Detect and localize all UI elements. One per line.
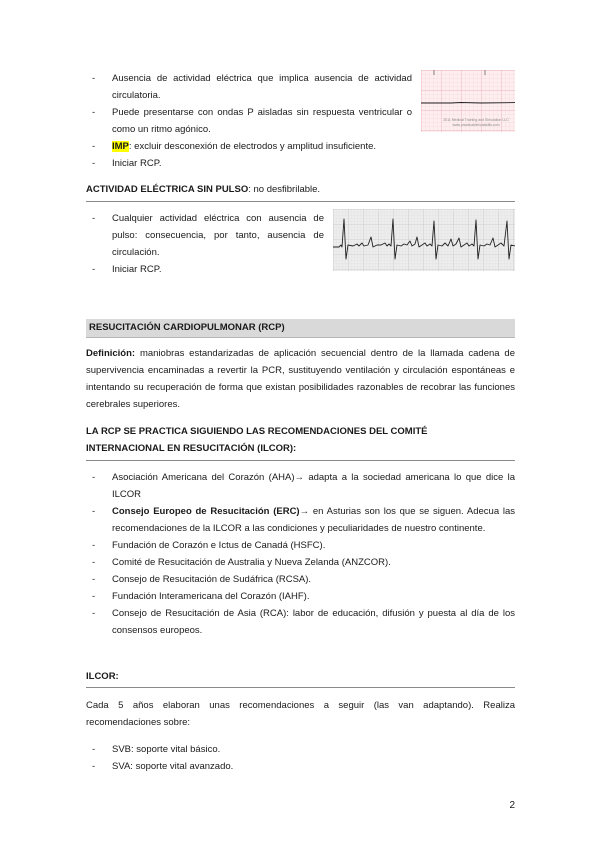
pea-ecg-image (333, 209, 515, 271)
imp-label: IMP (112, 141, 129, 152)
list-item (86, 503, 515, 537)
pea-heading (86, 181, 515, 198)
list-item: - SVA: soporte vital avanzado. (86, 758, 515, 775)
list-item: - Fundación de Corazón e Ictus de Canadá (HSFC). (86, 537, 515, 554)
list-item: - Consejo de Resucitación de Sudáfrica (RCSA). (86, 571, 515, 588)
list-item: - Iniciar RCP. (86, 261, 324, 278)
divider (86, 460, 515, 461)
page-number: 2 (509, 800, 515, 811)
recommendations-list (86, 741, 515, 775)
list-item: - Puede presentarse con ondas P aisladas sin respuesta ventricular o como un ritmo agónico. (86, 104, 412, 138)
ecg-strip-icon (333, 209, 515, 271)
pea-heading-suffix: : no desfibrilable. (248, 184, 321, 195)
list-item: - Asociación Americana del Corazón (AHA)→ adapta a la sociedad americana lo que dice la ILCOR (86, 469, 515, 503)
asystole-ecg-image (421, 70, 515, 132)
ecg-watermark: 2011 Medical Training and Simulation LLC (443, 118, 509, 122)
definition-text: maniobras estandarizadas de aplicación secuencial dentro de la llamada cadena de supervivencia encaminadas a revertir la PCR, sustituyendo ventilación y circulación espontáneas e intentando su recuperación de forma que existan posibilidades razonables de recobrar las funciones cerebrales superiores. (86, 348, 515, 410)
section-title: RESUCITACIÓN CARDIOPULMONAR (RCP) (89, 322, 285, 333)
list-item: - Comité de Resucitación de Australia y Nueva Zelanda (ANZCOR). (86, 554, 515, 571)
list-item (86, 138, 412, 155)
section-title-bar (86, 319, 515, 338)
list-item: - Consejo de Resucitación de Asia (RCA): labor de educación, difusión y puesta al día de los consensos europeos. (86, 605, 515, 639)
ecg-watermark: www.practicalclinicalskills.com (452, 123, 500, 127)
imp-text: : excluir desconexión de electrodos y amplitud insuficiente. (128, 141, 377, 152)
pea-list (86, 210, 324, 278)
ilcor-paragraph: Cada 5 años elaboran unas recomendaciones a seguir (las van adaptando). Realiza recomendaciones sobre: (86, 700, 515, 728)
definition-label: Definición: (86, 348, 136, 359)
divider (86, 687, 515, 688)
definition-paragraph (86, 345, 515, 413)
list-item: - SVB: soporte vital básico. (86, 741, 515, 758)
list-item: - Fundación Interamericana del Corazón (IAHF). (86, 588, 515, 605)
ilcor-heading: LA RCP SE PRACTICA SIGUIENDO LAS RECOMENDACIONES DEL COMITÉ INTERNACIONAL EN RESUCITACIÓN (ILCOR): (86, 426, 428, 454)
erc-text: en Asturias son los que se siguen. Adecua las recomendaciones de la ILCOR a las condiciones y peculiaridades de nuestro continente. (112, 506, 515, 534)
pea-heading-title: ACTIVIDAD ELÉCTRICA SIN PULSO (86, 184, 249, 195)
councils-list (86, 469, 515, 639)
list-item: - Ausencia de actividad eléctrica que implica ausencia de actividad circulatoria. (86, 70, 412, 104)
ilcor-subheading: ILCOR: (86, 671, 119, 682)
list-item: - Iniciar RCP. (86, 155, 412, 172)
erc-label: Consejo Europeo de Resucitación (ERC)→ (112, 506, 310, 517)
divider (86, 201, 515, 202)
list-item: - Cualquier actividad eléctrica con ausencia de pulso: consecuencia, por tanto, ausencia de circulación. (86, 210, 324, 261)
asystole-list (86, 70, 412, 172)
